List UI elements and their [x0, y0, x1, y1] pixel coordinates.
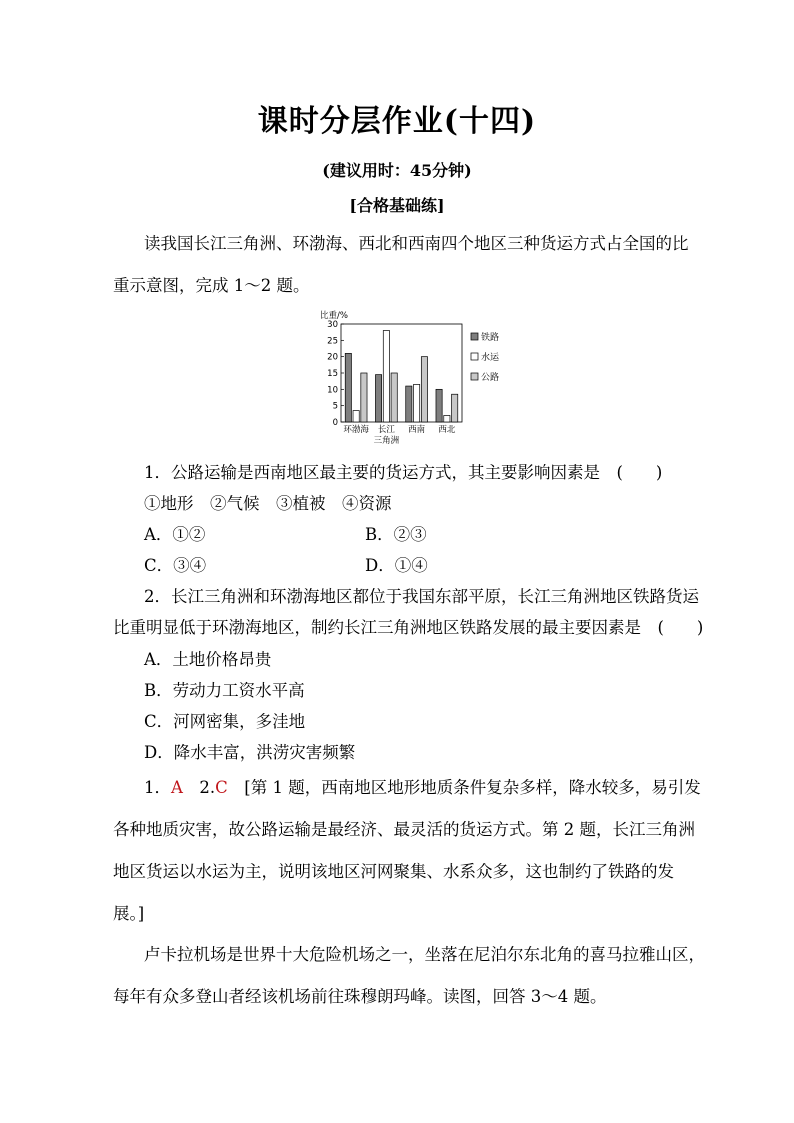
question-1-stem: 1．公路运输是西南地区最主要的货运方式，其主要影响因素是 ( ) — [144, 463, 663, 482]
y-tick-label: 0 — [332, 418, 338, 428]
bar-水运 — [353, 411, 359, 422]
bar-公路 — [421, 357, 427, 422]
question-1-option-a: A．①② — [144, 525, 206, 544]
x-tick-label: 西南 — [408, 425, 426, 435]
legend-swatch-公路 — [471, 373, 478, 380]
passage-2-line-1: 卢卡拉机场是世界十大危险机场之一，坐落在尼泊尔东北角的喜马拉雅山区， — [144, 945, 705, 964]
answer-line-4: 展。] — [113, 904, 145, 923]
answer-explanation-start: [第 1 题，西南地区地形地质条件复杂多样，降水较多，易引发 — [227, 778, 701, 797]
passage-2-line-2: 每年有众多登山者经该机场前往珠穆朗玛峰。读图，回答 3～4 题。 — [113, 987, 607, 1006]
question-2-option-a: A．土地价格昂贵 — [144, 650, 272, 669]
answer-1-number: 1． — [144, 778, 171, 797]
bar-铁路 — [406, 386, 412, 422]
y-tick-label: 5 — [332, 401, 338, 412]
answer-line-1 — [144, 774, 701, 798]
intro-line-1: 读我国长江三角洲、环渤海、西北和西南四个地区三种货运方式占全国的比 — [144, 234, 689, 253]
question-2-option-c: C．河网密集，多洼地 — [144, 712, 306, 731]
question-1-option-d: D．①④ — [365, 556, 428, 575]
bar-铁路 — [436, 389, 442, 422]
page-title: 课时分层作业(十四) — [257, 104, 537, 139]
y-tick-label: 25 — [327, 336, 338, 347]
question-1-factors: ①地形 ②气候 ③植被 ④资源 — [144, 494, 392, 513]
bar-chart-svg — [314, 310, 514, 452]
bar-铁路 — [345, 353, 351, 422]
legend-label: 铁路 — [481, 333, 500, 343]
question-2-option-d: D．降水丰富，洪涝灾害频繁 — [144, 743, 356, 762]
intro-line-2: 重示意图，完成 1～2 题。 — [113, 276, 310, 295]
bar-水运 — [414, 384, 420, 422]
y-tick-label: 15 — [327, 369, 338, 379]
x-tick-label: 长江 — [377, 425, 395, 435]
legend-swatch-水运 — [471, 353, 478, 360]
bar-水运 — [383, 331, 389, 422]
y-tick-label: 30 — [327, 320, 338, 330]
question-1-option-b: B．②③ — [365, 525, 427, 544]
answer-line-2: 各种地质灾害，故公路运输是最经济、最灵活的货运方式。第 2 题，长江三角洲 — [113, 820, 695, 839]
y-tick-label: 10 — [327, 385, 338, 396]
x-tick-label: 环渤海 — [343, 425, 369, 435]
legend-label: 公路 — [481, 373, 500, 383]
answer-1-letter: A — [171, 778, 183, 797]
x-tick-label-line-2: 三角洲 — [373, 436, 400, 446]
question-2-option-b: B．劳动力工资水平高 — [144, 681, 305, 700]
bar-公路 — [391, 373, 397, 422]
x-tick-label: 西北 — [438, 425, 456, 435]
bar-公路 — [361, 373, 367, 422]
question-1-option-c: C．③④ — [144, 556, 207, 575]
y-tick-label: 20 — [327, 352, 338, 363]
freight-share-chart — [314, 310, 514, 452]
question-2-line-2: 比重明显低于环渤海地区，制约长江三角洲地区铁路发展的最主要因素是 ( ) — [113, 618, 704, 637]
answer-line-3: 地区货运以水运为主，说明该地区河网聚集、水系众多，这也制约了铁路的发 — [113, 862, 674, 881]
y-axis-label: 比重/% — [320, 311, 348, 321]
bar-公路 — [452, 394, 458, 422]
question-2-line-1: 2．长江三角洲和环渤海地区都位于我国东部平原，长江三角洲地区铁路货运 — [144, 587, 699, 606]
legend-swatch-铁路 — [471, 333, 478, 340]
bar-铁路 — [375, 375, 381, 422]
bar-水运 — [444, 415, 450, 422]
answer-2-number: 2. — [182, 778, 216, 797]
legend-label: 水运 — [481, 353, 500, 363]
suggested-time: (建议用时：45分钟) — [322, 161, 472, 180]
answer-2-letter: C — [215, 778, 228, 797]
section-heading: [合格基础练] — [349, 196, 445, 215]
plot-frame — [341, 324, 462, 422]
